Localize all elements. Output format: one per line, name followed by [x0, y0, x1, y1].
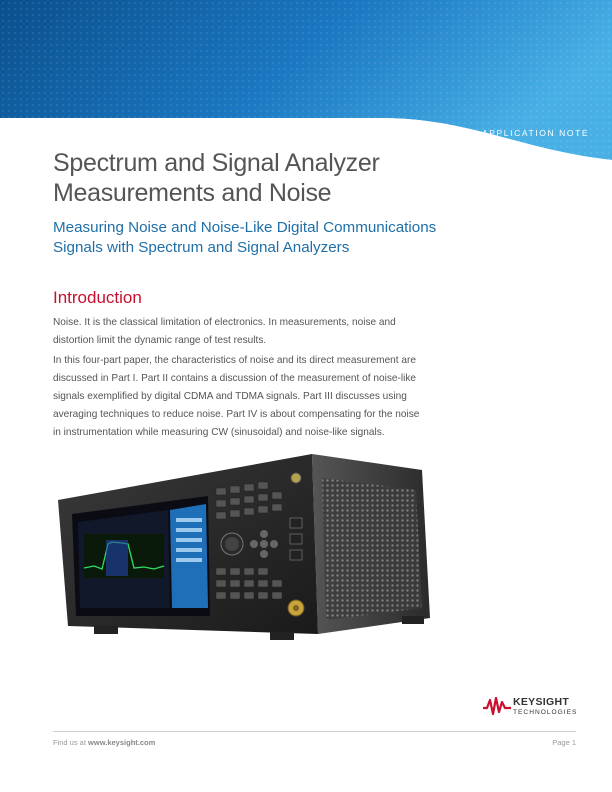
text-line: signals exemplified by digital CDMA and TDMA signals. Part III discusses using [53, 391, 407, 402]
analyzer-illustration [50, 448, 440, 648]
text-line: Noise. It is the classical limitation of electronics. In measurements, noise and [53, 317, 396, 328]
footer-divider [53, 731, 576, 732]
logo-sub-text: TECHNOLOGIES [513, 709, 578, 716]
text-line: distortion limit the dynamic range of test results. [53, 335, 267, 346]
page-subtitle [53, 218, 523, 258]
page-title [53, 148, 533, 208]
title-line: Spectrum and Signal Analyzer [53, 149, 380, 177]
title-line: Measurements and Noise [53, 179, 332, 207]
section-heading-introduction: Introduction [53, 288, 142, 307]
intro-paragraph-2 [53, 352, 420, 442]
page-number: Page 1 [552, 738, 576, 747]
keysight-wave-icon [482, 694, 512, 718]
footer-website-link[interactable]: www.keysight.com [88, 738, 156, 747]
text-line: discussed in Part I. Part II contains a discussion of the measurement of noise-like [53, 373, 416, 384]
doc-type-label: APPLICATION NOTE [482, 128, 590, 138]
subtitle-line: Measuring Noise and Noise-Like Digital Communications [53, 219, 437, 236]
text-line: In this four-part paper, the characteristics of noise and its direct measurement are [53, 355, 416, 366]
subtitle-line: Signals with Spectrum and Signal Analyzers [53, 239, 350, 256]
footer-find-us [53, 738, 155, 747]
logo-brand-text: KEYSIGHT [513, 696, 570, 708]
text-line: in instrumentation while measuring CW (sinusoidal) and noise-like signals. [53, 427, 385, 438]
intro-paragraph-1 [53, 314, 413, 350]
footer-find-us-label: Find us at [53, 738, 86, 747]
signal-analyzer-image [50, 448, 440, 648]
text-line: averaging techniques to reduce noise. Part IV is about compensating for the noise [53, 409, 420, 420]
